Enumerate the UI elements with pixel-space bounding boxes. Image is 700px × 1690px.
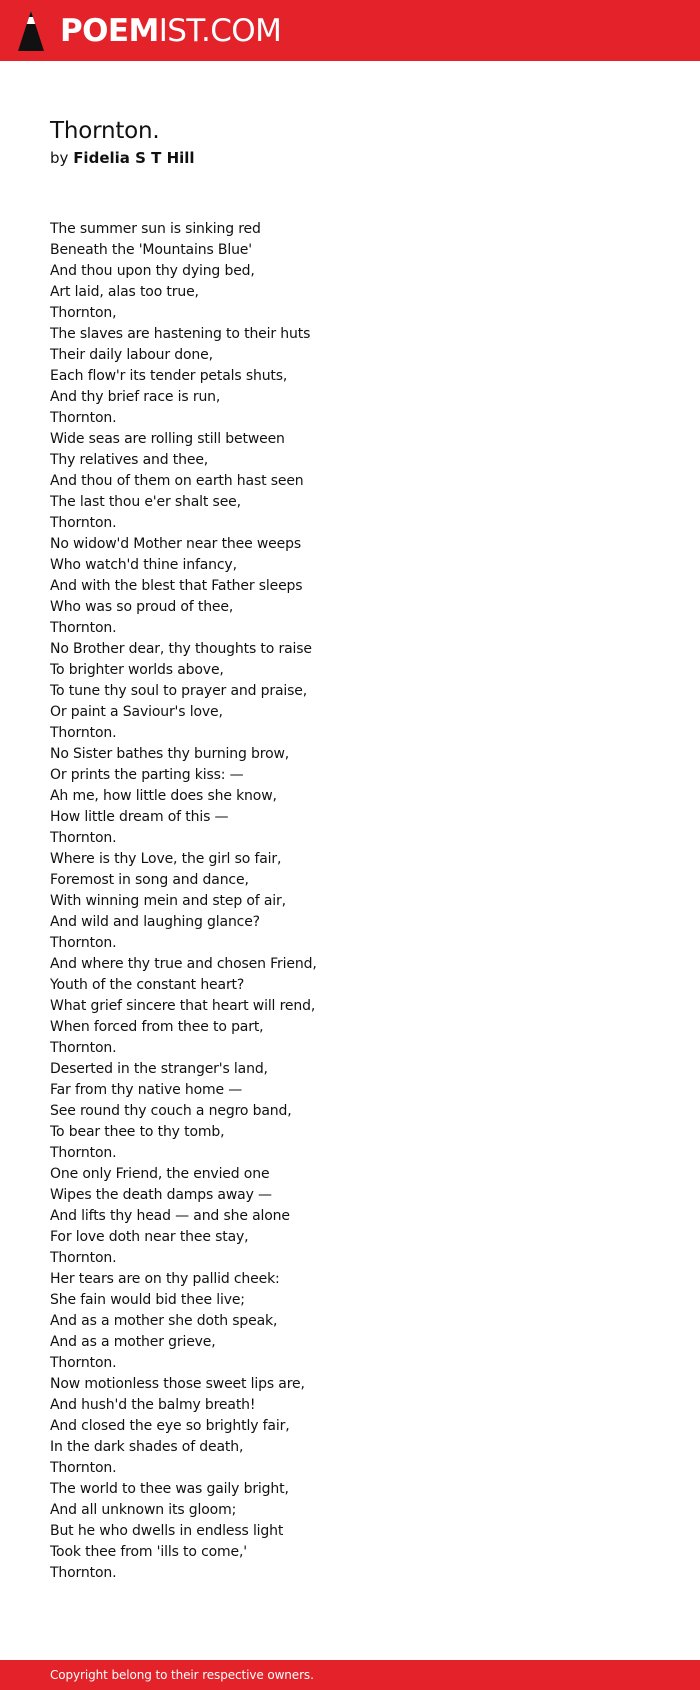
poem-line: And as a mother she doth speak, (50, 1313, 278, 1329)
poem-line: The world to thee was gaily bright, (50, 1481, 289, 1497)
poem-line: Her tears are on thy pallid cheek: (50, 1271, 280, 1287)
poem-line: And with the blest that Father sleeps (50, 578, 303, 594)
poem-line: The last thou e'er shalt see, (50, 494, 241, 510)
poem-line: Thornton. (50, 830, 117, 846)
author-name: Fidelia S T Hill (73, 149, 195, 167)
poem-line: Thornton. (50, 1460, 117, 1476)
poem-body (50, 219, 610, 1584)
poem-line: To bear thee to thy tomb, (50, 1124, 225, 1140)
pencil-icon (17, 10, 45, 52)
poem-line: Thornton. (50, 935, 117, 951)
poem-line: In the dark shades of death, (50, 1439, 244, 1455)
poem-line: Their daily labour done, (50, 347, 213, 363)
poem-line: Thornton. (50, 1040, 117, 1056)
poem-line: And lifts thy head — and she alone (50, 1208, 290, 1224)
poem-line: Thornton. (50, 725, 117, 741)
poem-header (50, 116, 610, 168)
poem-line: And thou upon thy dying bed, (50, 263, 255, 279)
poem-line: No widow'd Mother near thee weeps (50, 536, 301, 552)
logo-bold-text: POEM (60, 13, 159, 49)
poem-line: Took thee from 'ills to come,' (50, 1544, 248, 1560)
poem-line: Each flow'r its tender petals shuts, (50, 368, 288, 384)
poem-line: She fain would bid thee live; (50, 1292, 245, 1308)
poem-line: The summer sun is sinking red (50, 221, 261, 237)
poem-line: When forced from thee to part, (50, 1019, 264, 1035)
poem-line: Art laid, alas too true, (50, 284, 199, 300)
poem-line: Thornton. (50, 620, 117, 636)
poem-line: Thornton, (50, 305, 117, 321)
poem-line: Deserted in the stranger's land, (50, 1061, 268, 1077)
poem-line: Thornton. (50, 1145, 117, 1161)
poem-line: Thornton. (50, 1250, 117, 1266)
poem-line: How little dream of this — (50, 809, 229, 825)
poem-line: For love doth near thee stay, (50, 1229, 249, 1245)
poem-line: And closed the eye so brightly fair, (50, 1418, 290, 1434)
poem-line: Thornton. (50, 410, 117, 426)
poem-line: Foremost in song and dance, (50, 872, 249, 888)
poem-line: One only Friend, the envied one (50, 1166, 270, 1182)
poem-line: And where thy true and chosen Friend, (50, 956, 317, 972)
poem-line: Or prints the parting kiss: — (50, 767, 244, 783)
poem-line: Where is thy Love, the girl so fair, (50, 851, 282, 867)
site-footer (0, 1660, 700, 1690)
poem-line: And wild and laughing glance? (50, 914, 260, 930)
logo-light-text: IST.COM (158, 13, 282, 49)
poem-line: Or paint a Saviour's love, (50, 704, 223, 720)
copyright-text: Copyright belong to their respective owners. (50, 1668, 314, 1682)
byline (50, 148, 610, 168)
poem-line: See round thy couch a negro band, (50, 1103, 292, 1119)
poem-line: Thornton. (50, 1355, 117, 1371)
poem-line: Ah me, how little does she know, (50, 788, 277, 804)
poem-line: But he who dwells in endless light (50, 1523, 284, 1539)
poem-line: Wide seas are rolling still between (50, 431, 285, 447)
poem-line: And as a mother grieve, (50, 1334, 216, 1350)
logo-text (60, 10, 281, 52)
poem-line: Now motionless those sweet lips are, (50, 1376, 305, 1392)
site-header (0, 0, 700, 61)
poem-line: Wipes the death damps away — (50, 1187, 272, 1203)
poem-line: Thy relatives and thee, (50, 452, 209, 468)
poem-line: To brighter worlds above, (50, 662, 224, 678)
poem-line: No Sister bathes thy burning brow, (50, 746, 290, 762)
poem-line: The slaves are hastening to their huts (50, 326, 311, 342)
poem-line: With winning mein and step of air, (50, 893, 286, 909)
poem-title: Thornton. (50, 118, 160, 144)
poem-line: Beneath the 'Mountains Blue' (50, 242, 252, 258)
poem-line: Far from thy native home — (50, 1082, 243, 1098)
by-label: by (50, 149, 69, 167)
poem-line: To tune thy soul to prayer and praise, (50, 683, 308, 699)
poem-line: Who was so proud of thee, (50, 599, 234, 615)
poem-line: Who watch'd thine infancy, (50, 557, 237, 573)
poem-line: Thornton. (50, 1565, 117, 1581)
poem-line: Thornton. (50, 515, 117, 531)
poem-line: And hush'd the balmy breath! (50, 1397, 256, 1413)
poem-line: And thou of them on earth hast seen (50, 473, 304, 489)
poem-line: And thy brief race is run, (50, 389, 221, 405)
site-logo[interactable] (17, 10, 281, 52)
poem-line: No Brother dear, thy thoughts to raise (50, 641, 312, 657)
poem-line: And all unknown its gloom; (50, 1502, 237, 1518)
poem-line: What grief sincere that heart will rend, (50, 998, 316, 1014)
poem-line: Youth of the constant heart? (50, 977, 245, 993)
